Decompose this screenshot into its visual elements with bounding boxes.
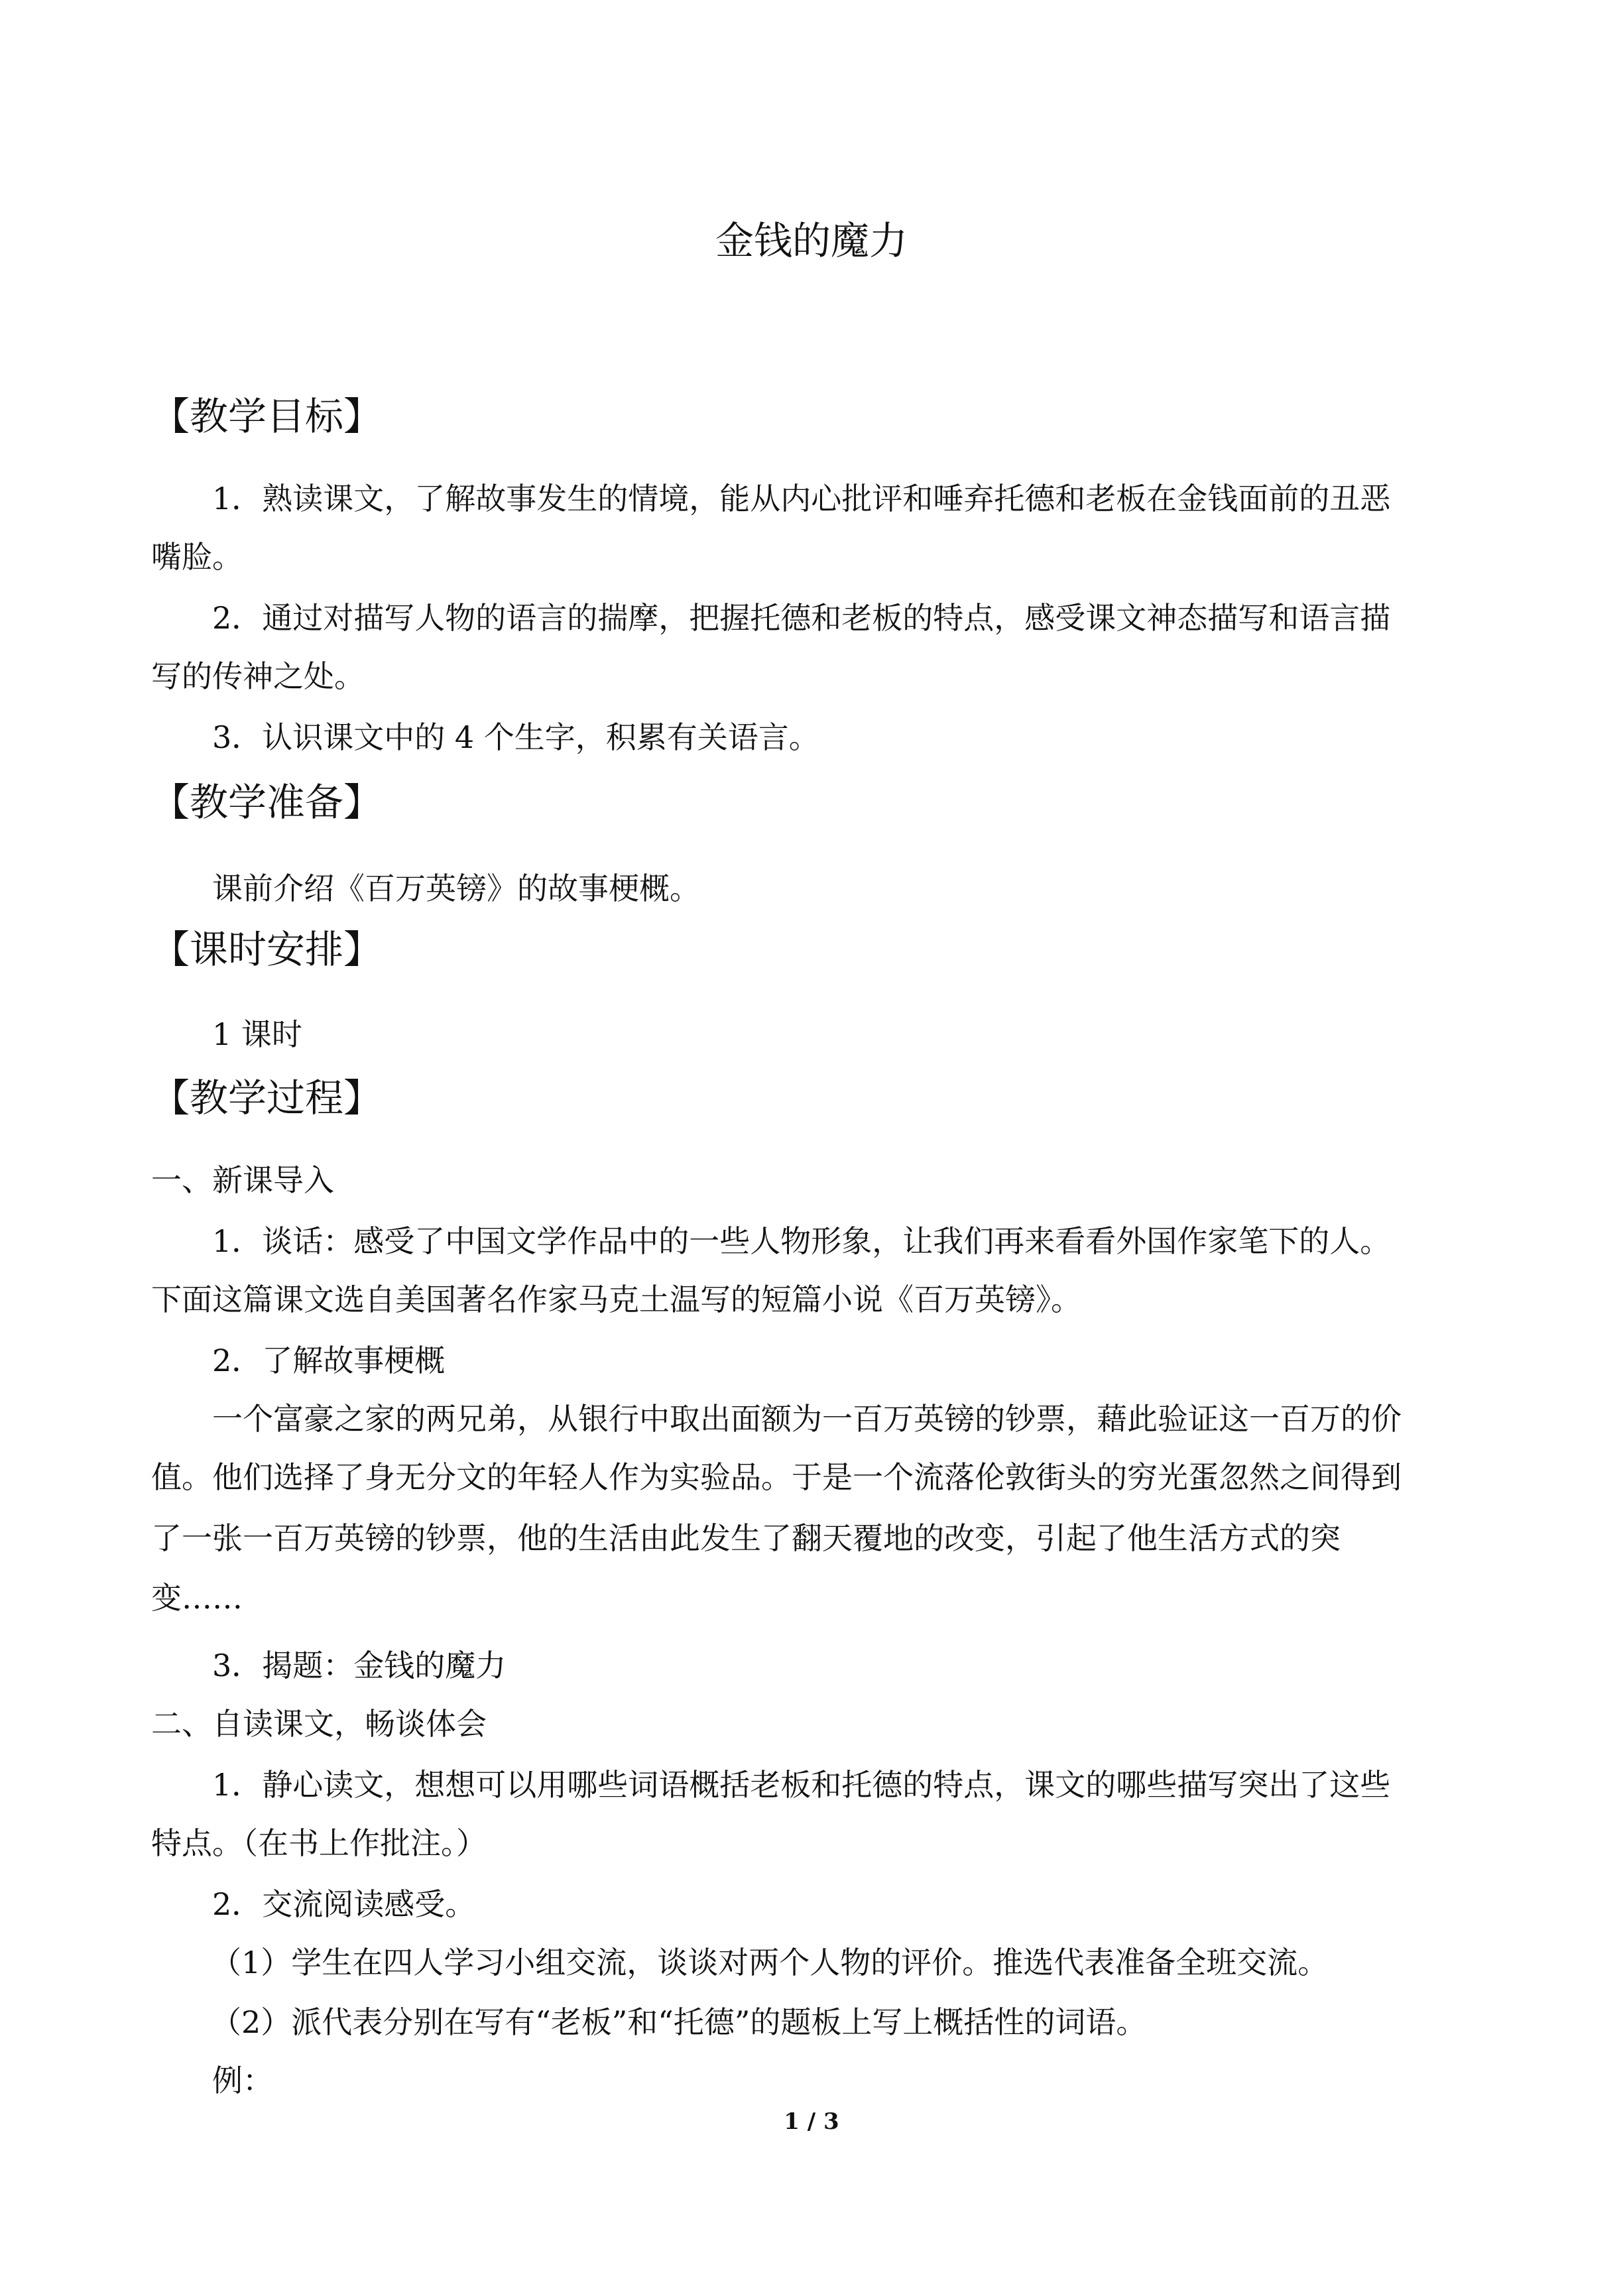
part-1-item-3: 3．揭题：金钱的魔力 (212, 1648, 507, 1683)
page-number: 1 / 3 (784, 2108, 839, 2135)
part-2-item-2: 2．交流阅读感受。 (212, 1886, 476, 1922)
section-heading-process: 【教学过程】 (151, 1075, 383, 1120)
schedule-text: 1 课时 (212, 1016, 302, 1052)
goal-3-line-1: 3．认识课文中的 4 个生字，积累有关语言。 (212, 719, 819, 755)
goal-2-line-2: 写的传神之处。 (151, 658, 365, 694)
document-title: 金钱的魔力 (715, 218, 908, 263)
story-summary-line-4: 变…… (151, 1580, 243, 1616)
goal-2-line-1: 2．通过对描写人物的语言的揣摩，把握托德和老板的特点，感受课文神态描写和语言描 (212, 600, 1391, 636)
part-2-example-label: 例： (212, 2063, 273, 2098)
part-1-item-1-line-1: 1．谈话：感受了中国文学作品中的一些人物形象，让我们再来看看外国作家笔下的人。 (212, 1223, 1391, 1259)
story-summary-line-3: 了一张一百万英镑的钞票，他的生活由此发生了翻天覆地的改变，引起了他生活方式的突 (151, 1520, 1341, 1556)
process-part-2-title: 二、自读课文，畅谈体会 (151, 1706, 487, 1742)
section-heading-preparation: 【教学准备】 (151, 780, 383, 825)
story-summary-line-2: 值。他们选择了身无分文的年轻人作为实验品。于是一个流落伦敦街头的穷光蛋忽然之间得到 (151, 1459, 1402, 1495)
section-heading-schedule: 【课时安排】 (151, 927, 383, 972)
part-2-sub-2: （2）派代表分别在写有“老板”和“托德”的题板上写上概括性的词语。 (211, 2004, 1147, 2040)
section-heading-goals: 【教学目标】 (151, 394, 383, 439)
part-2-item-1-line-2: 特点。（在书上作批注。） (151, 1825, 487, 1861)
part-1-item-2: 2．了解故事梗概 (212, 1343, 446, 1378)
part-2-item-1-line-1: 1．静心读文，想想可以用哪些词语概括老板和托德的特点，课文的哪些描写突出了这些 (212, 1767, 1391, 1803)
process-part-1-title: 一、新课导入 (151, 1162, 334, 1198)
part-1-item-1-line-2: 下面这篇课文选自美国著名作家马克土温写的短篇小说《百万英镑》。 (151, 1282, 1081, 1317)
goal-1-line-2: 嘴脸。 (151, 539, 243, 575)
goal-1-line-1: 1．熟读课文，了解故事发生的情境，能从内心批评和唾弃托德和老板在金钱面前的丑恶 (212, 481, 1391, 516)
story-summary-line-1: 一个富豪之家的两兄弟，从银行中取出面额为一百万英镑的钞票，藉此验证这一百万的价 (212, 1401, 1402, 1437)
preparation-text: 课前介绍《百万英镑》的故事梗概。 (212, 871, 700, 906)
part-2-sub-1: （1）学生在四人学习小组交流，谈谈对两个人物的评价。推选代表准备全班交流。 (211, 1945, 1329, 1980)
